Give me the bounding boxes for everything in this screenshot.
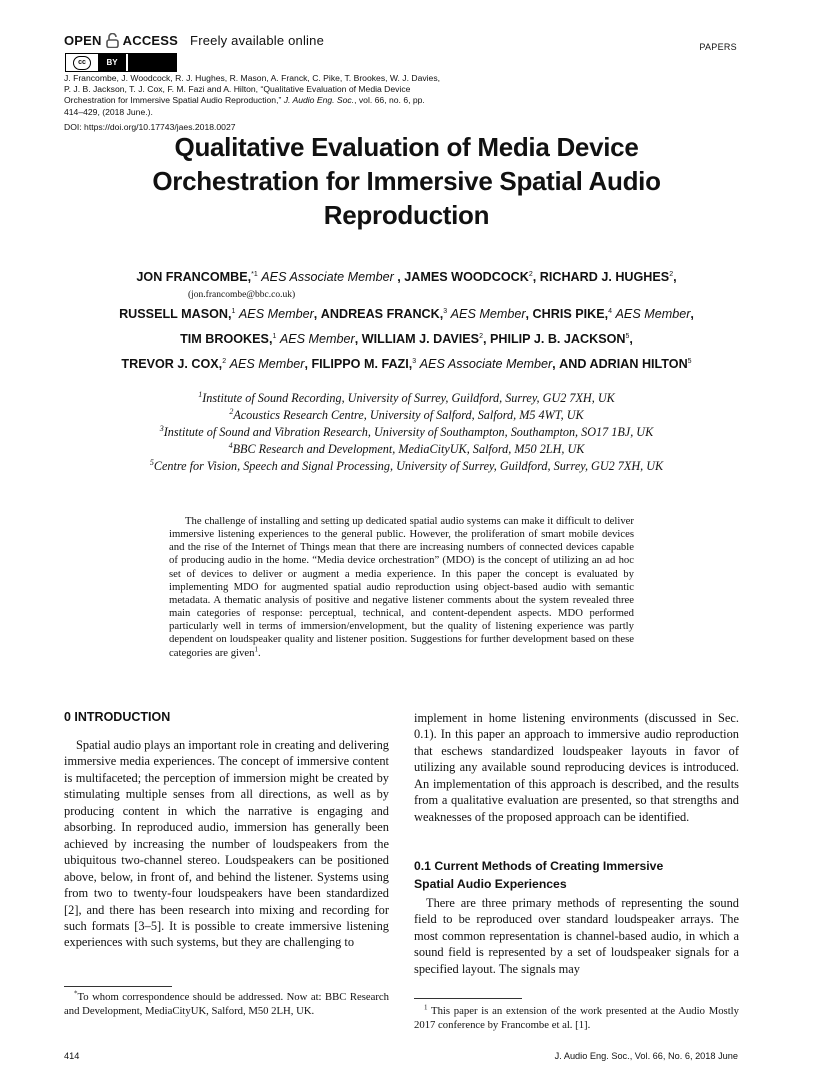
- abstract: The challenge of installing and setting up dedicated spatial audio systems can make it difficult to deliver immersive listening experiences to the general public. However, the proliferation of smart mobile devices and the rise of the Internet of Things mean that there are increasing numbers of connected devices capable of producing audio in the home. “Media device orchestration” (MDO) is the concept of utilizing an ad hoc set of devices to deliver or augment a media experience. In this paper the concept is evaluated by implementing MDO for augmented spatial audio reproduction using object-based audio with semantic metadata. A thematic analysis of positive and negative listener comments about the system revealed three main categories of response: perceptual, technical, and content-dependent aspects. MDO performed particularly well in terms of immersion/envelopment, but the quality of listening experience was partly dependent on loudspeaker quality and listener position. Suggestions for further development based on these categories are given$^1$.: [169, 515, 634, 659]
- subsection-paragraph-1: There are three primary methods of representing the sound field to be reproduced over standard loudspeaker arrays. The most common representation is channel-based audio, in which a sound field is represented by a set of loudspeaker signals for a specified layout. The signals may: [414, 896, 739, 976]
- body-column-right: [414, 710, 739, 825]
- by-label: BY: [98, 54, 126, 71]
- freely-available-label: Freely available online: [190, 33, 324, 48]
- doi-link[interactable]: DOI: https://doi.org/10.17743/jaes.2018.0027: [64, 122, 236, 132]
- subsection-body: [414, 895, 739, 977]
- access-label: ACCESS: [122, 33, 179, 48]
- cc-logo: [66, 54, 98, 71]
- author-line-3: TIM BROOKES,$^1$ AES Member, WILLIAM J. DAVIES$^2$, PHILIP J. B. JACKSON$^5$,: [180, 332, 633, 346]
- affiliation-5: $^5$Centre for Vision, Speech and Signal Processing, University of Surrey, Guildford, Surrey, GU2 7XH, UK: [149, 457, 664, 473]
- footnote-rule-left: [64, 986, 172, 987]
- cc-by-license-badge[interactable]: [65, 53, 177, 72]
- open-label: OPEN: [64, 33, 102, 48]
- open-lock-icon: [106, 33, 119, 48]
- author-line-1: JON FRANCOMBE,$^{*1}$ AES Associate Member , JAMES WOODCOCK$^2$, RICHARD J. HUGHES$^2$,: [136, 270, 677, 284]
- intro-paragraph-1: Spatial audio plays an important role in creating and delivering immersive media experiences. The concept of immersive content is multifaceted; the perception of immersion might be created by stimulating multiple senses from all directions, as well as by producing content in which the narrative is engaging and absorbing. In reproduced audio, immersion has generally been achieved by increasing the number of loudspeakers from the ubiquitous two-channel stereo. Loudspeakers can be positioned above, below, in front of, and behind the listener. Systems using from two to twenty-four loudspeakers have been standardized [2], and there has been research into mixing and recording for such formats [3–5]. It is possible to create immersive listening experiences with such systems, but they are challenging to: [64, 738, 389, 950]
- author-line-2: RUSSELL MASON,$^1$ AES Member, ANDREAS FRANCK,$^3$ AES Member, CHRIS PIKE,$^4$ AES Member,: [119, 307, 694, 321]
- citation-journal: J. Audio Eng. Soc.: [283, 95, 355, 106]
- abstract-footnote-ref[interactable]: 1: [254, 645, 258, 653]
- author-line-4: TREVOR J. COX,$^2$ AES Member, FILIPPO M. FAZI,$^3$ AES Associate Member, AND ADRIAN HILTON$^5$: [121, 357, 692, 371]
- body-column-left: [64, 737, 389, 951]
- cc-icon: cc: [73, 56, 91, 70]
- paper-title: Qualitative Evaluation of Media Device Orchestration for Immersive Spatial Audio Reproduction: [152, 132, 661, 230]
- affiliation-4: $^4$BBC Research and Development, MediaCityUK, Salford, M50 2LH, UK: [228, 440, 585, 456]
- intro-paragraph-2: implement in home listening environments (discussed in Sec. 0.1). In this paper an approach to immersive audio reproduction that eschews standardized loudspeaker layouts in favor of utilizing any available sound reproducing devices is introduced. An implementation of this approach is described, and the results from a qualitative evaluation are presented, so that strengths and weaknesses of the proposed approach can be identified.: [414, 711, 739, 824]
- affiliation-2: $^2$Acoustics Research Centre, University of Salford, Salford, M5 4WT, UK: [229, 406, 584, 422]
- affiliation-1: $^1$Institute of Sound Recording, University of Surrey, Guildford, Surrey, GU2 7XH, UK: [198, 389, 615, 405]
- footnote-1: $^1$ This paper is an extension of the work presented at the Audio Mostly 2017 conference by Francombe et al. [1].: [414, 1003, 739, 1032]
- open-access-banner: [64, 33, 324, 48]
- footnote-correspondence: *To whom correspondence should be addressed. Now at: BBC Research and Development, MediaCityUK, Salford, M50 2LH, UK.: [64, 989, 389, 1018]
- footnote-rule-right: [414, 998, 522, 999]
- affiliation-3: $^3$Institute of Sound and Vibration Research, University of Southampton, Southampton, SO17 1BJ, UK: [159, 423, 654, 439]
- section-heading-introduction: 0 INTRODUCTION: [64, 710, 171, 724]
- section-label: PAPERS: [699, 42, 737, 52]
- author-email[interactable]: (jon.francombe@bbc.co.uk): [188, 290, 296, 300]
- citation-block: J. Francombe, J. Woodcock, R. J. Hughes, R. Mason, A. Franck, C. Pike, T. Brookes, W. J. Davies, P. J. B. Jackson, T. J. Cox, F. M. Fazi and A. Hilton, “Qualitative Evaluation of Media Device Orchestration for Immersive Spatial Audio Reproduction,” J. Audio Eng. Soc., vol. 66, no. 6, pp. 414–429, (2018 June.).: [64, 73, 441, 117]
- page-number: 414: [64, 1051, 80, 1061]
- journal-footer: J. Audio Eng. Soc., Vol. 66, No. 6, 2018 June: [554, 1051, 738, 1061]
- subsection-heading: 0.1 Current Methods of Creating Immersive Spatial Audio Experiences: [414, 859, 664, 891]
